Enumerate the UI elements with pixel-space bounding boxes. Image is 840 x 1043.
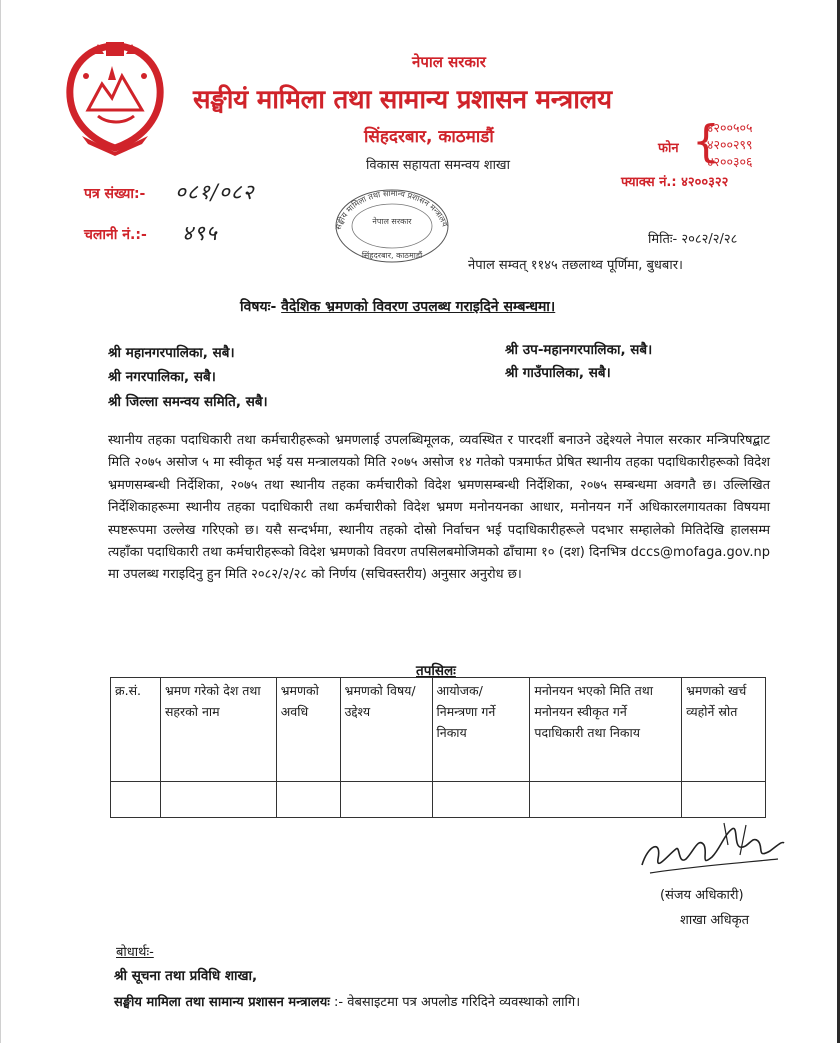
phone-number: ४२००३०६ xyxy=(707,154,753,169)
table-header-cell: भ्रमणको विषय/उद्देश्य xyxy=(340,678,432,782)
letter-date: मितिः- २०८२/२/२८ xyxy=(648,232,738,247)
office-stamp xyxy=(322,166,462,266)
stamp-government: नेपाल सरकार xyxy=(372,217,412,226)
phone-label: फोन xyxy=(658,141,679,156)
addressee-rural-municipality: श्री गाउँपालिका, सबै। xyxy=(505,365,611,381)
ministry-address: सिंहदरबार, काठमाडौं xyxy=(364,127,494,147)
table-header-cell: मनोनयन भएको मिति तथा मनोनयन स्वीकृत गर्ने पदाधिकारी तथा निकाय xyxy=(530,678,682,782)
page-left-edge xyxy=(0,0,1,1043)
phone-numbers xyxy=(707,119,753,170)
cc-recipient-it-section: श्री सूचना तथा प्रविधि शाखा, xyxy=(114,968,258,984)
addressee-municipality: श्री नगरपालिका, सबै। xyxy=(108,369,216,385)
signatory-name: (संजय अधिकारी) xyxy=(660,888,744,903)
table-title: तपसिलः xyxy=(416,663,456,679)
table-header-cell: आयोजक/ निमन्त्रणा गर्ने निकाय xyxy=(432,678,530,782)
table-header-cell: भ्रमणको अवधि xyxy=(276,678,340,782)
patra-sankhya-label: पत्र संख्या:- xyxy=(84,186,146,202)
cc-recipient-ministry xyxy=(114,992,580,1010)
addressee-district-committee: श्री जिल्ला समन्वय समिति, सबै। xyxy=(108,394,268,410)
table-cell xyxy=(340,782,432,818)
government-name: नेपाल सरकार xyxy=(412,53,486,71)
stamp-address: सिंहदरबार, काठमाडौं xyxy=(361,251,423,260)
table-cell xyxy=(432,782,530,818)
table-cell xyxy=(111,782,161,818)
cc-label: बोधार्थः- xyxy=(116,945,154,960)
table-row xyxy=(111,782,766,818)
chalani-label: चलानी नं.:- xyxy=(84,227,147,243)
addressee-sub-metropolitan: श्री उप-महानगरपालिका, सबै। xyxy=(505,342,653,358)
cc-ministry-name: सङ्घीय मामिला तथा सामान्य प्रशासन मन्त्रालयः xyxy=(114,995,330,1010)
table-cell xyxy=(682,782,766,818)
subject-line xyxy=(240,297,555,316)
patra-sankhya-value: ०८१/०८२ xyxy=(175,180,255,204)
table-header-cell: क्र.सं. xyxy=(111,678,161,782)
fax-number: फ्याक्स नं.: ४२००३२२ xyxy=(621,175,729,190)
subject-label: विषयः- xyxy=(240,299,277,315)
signatory-title: शाखा अधिकृत xyxy=(680,913,750,928)
travel-details-table xyxy=(110,677,766,818)
phone-number: ४२००२९९ xyxy=(707,137,753,152)
subject-text: वैदेशिक भ्रमणको विवरण उपलब्ध गराइदिने सम्बन्धमा। xyxy=(281,299,556,315)
table-cell xyxy=(160,782,276,818)
table-header-row xyxy=(111,678,766,782)
nepal-sambat-date: नेपाल सम्वत् ११४५ तछलाथ्व पूर्णिमा, बुधबार। xyxy=(468,258,683,273)
stamp-ministry: सङ्घीय मामिला तथा सामान्य प्रशासन मन्त्रालय xyxy=(333,188,450,231)
cc-instruction: :- वेबसाइटमा पत्र अपलोड गरिदिने व्यवस्थाको लागि। xyxy=(329,995,581,1010)
letter-body: स्थानीय तहका पदाधिकारी तथा कर्मचारीहरूको भ्रमणलाई उपलब्धिमूलक, व्यवस्थित र पारदर्शी बनाउने उद्देश्यले नेपाल सरकार मन्त्रिपरिषद्बाट मिति २०७५ असोज ५ मा स्वीकृत भई यस मन्त्रालयको मिति २०७५ असोज १४ गतेको पत्रमार्फत प्रेषित स्थानीय तहका पदाधिकारीहरूको विदेश भ्रमणसम्बन्धी निर्देशिका, २०७५ तथा स्थानीय तहका कर्मचारीको विदेश भ्रमणसम्बन्धी निर्देशिका, २०७५ सम्बन्धमा अवगतै छ। उल्लिखित निर्देशिकाहरूमा स्थानीय तहका पदाधिकारी तथा कर्मचारीको विदेश भ्रमण मनोनयनका आधार, मनोनयन गर्ने अधिकारलगायतका विषयमा स्पष्टरूपमा उल्लेख गरिएको छ। यसै सन्दर्भमा, स्थानीय तहको दोस्रो निर्वाचन भई पदाधिकारीहरूले पदभार सम्हालेको मितिदेखि हालसम्म त्यहाँका पदाधिकारी तथा कर्मचारीहरूको विदेश भ्रमणको विवरण तपसिलबमोजिमको ढाँचामा १० (दश) दिनभित्र dccs@mofaga.gov.np मा उपलब्ध गराइदिनु हुन मिति २०८२/२/२८ को निर्णय (सचिवस्तरीय) अनुसार अनुरोध छ। xyxy=(108,433,770,583)
phone-number: ४२००५०५ xyxy=(707,120,753,135)
section-name: विकास सहायता समन्वय शाखा xyxy=(366,158,510,173)
table-cell xyxy=(530,782,682,818)
table-header-cell: भ्रमणको खर्च व्यहोर्ने स्रोत xyxy=(682,678,766,782)
table-header-cell: भ्रमण गरेको देश तथा सहरको नाम xyxy=(160,678,276,782)
addressee-metropolitan: श्री महानगरपालिका, सबै। xyxy=(108,345,235,361)
ministry-name: सङ्घीयं मामिला तथा सामान्य प्रशासन मन्त्रालय xyxy=(193,85,612,115)
phone-brace-icon: { xyxy=(692,116,720,167)
chalani-value: ४९५ xyxy=(182,221,218,245)
nepal-emblem-icon xyxy=(62,40,168,156)
table-cell xyxy=(276,782,340,818)
signature xyxy=(628,815,788,887)
